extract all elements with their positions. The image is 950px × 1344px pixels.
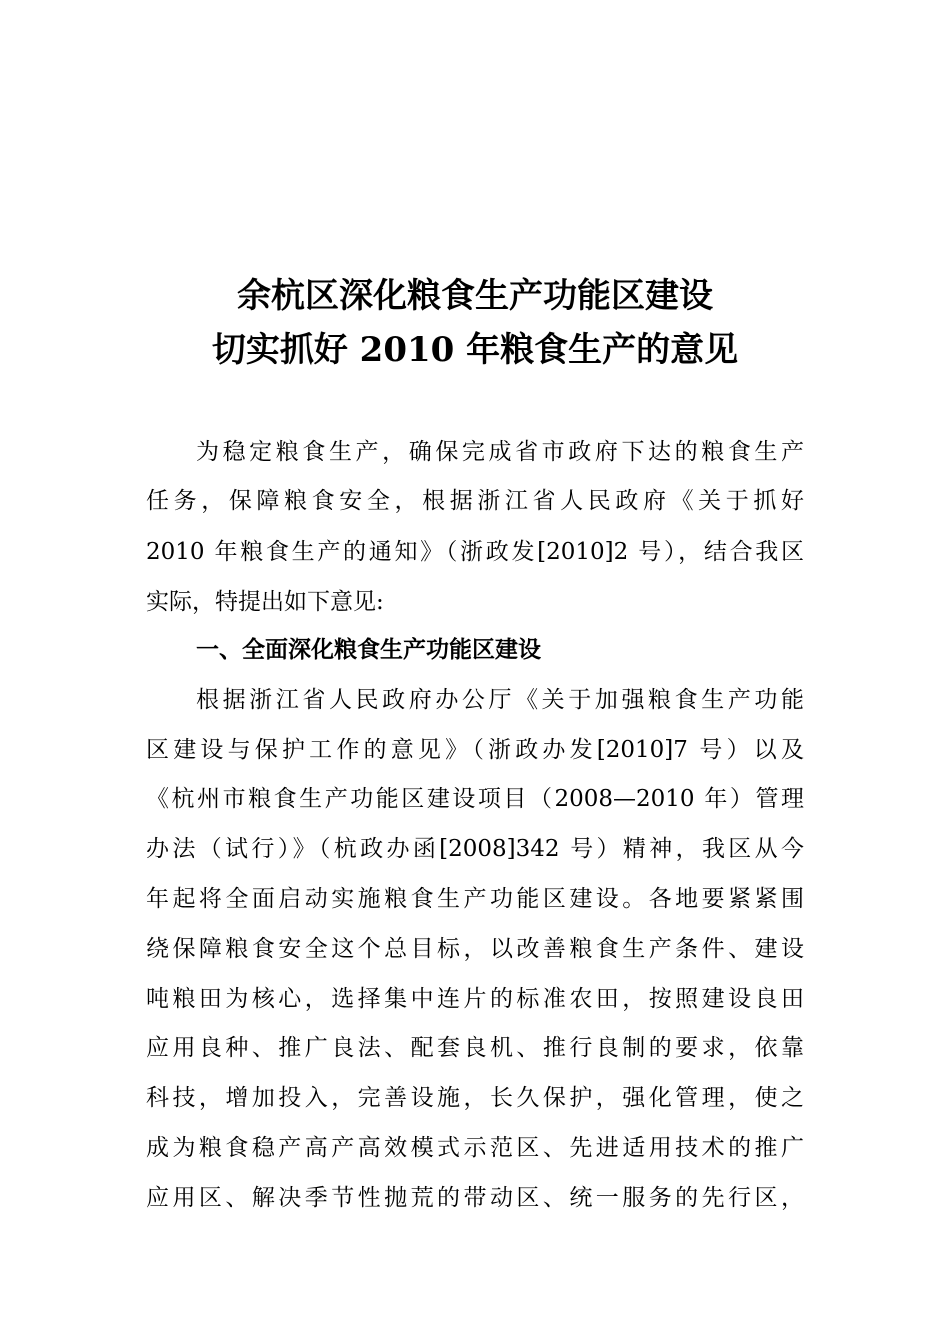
section-1-paragraph-line: 应用区、解决季节性抛荒的带动区、统一服务的先行区， [146,1185,804,1211]
document-title-line-1: 余杭区深化粮食生产功能区建设 [237,276,713,316]
section-1-paragraph-line: 年起将全面启动实施粮食生产功能区建设。各地要紧紧围 [146,886,804,912]
section-1-paragraph-line: 成为粮食稳产高产高效模式示范区、先进适用技术的推广 [146,1135,804,1161]
section-1-paragraph-line: 科技，增加投入，完善设施，长久保护，强化管理，使之 [146,1085,804,1111]
section-1-paragraph-line: 应用良种、推广良法、配套良机、推行良制的要求，依靠 [146,1035,804,1061]
section-1-paragraph-line: 《杭州市粮食生产功能区建设项目（2008—2010 年）管理 [146,786,804,812]
section-1-paragraph-line: 吨粮田为核心，选择集中连片的标准农田，按照建设良田 [146,986,804,1012]
document-title-line-2: 切实抓好 2010 年粮食生产的意见 [211,330,739,370]
section-1-heading: 一、全面深化粮食生产功能区建设 [196,637,541,663]
intro-paragraph-line: 2010 年粮食生产的通知》（浙政发[2010]2 号），结合我区 [146,539,804,565]
section-1-paragraph-line: 根据浙江省人民政府办公厅《关于加强粮食生产功能 [196,687,804,713]
intro-paragraph-line: 任务，保障粮食安全，根据浙江省人民政府《关于抓好 [146,488,804,514]
section-1-paragraph-line: 区建设与保护工作的意见》（浙政办发[2010]7 号）以及 [146,737,804,763]
intro-paragraph-line: 为稳定粮食生产，确保完成省市政府下达的粮食生产 [196,439,804,465]
intro-paragraph-line: 实际，特提出如下意见: [146,589,384,615]
section-1-paragraph-line: 绕保障粮食安全这个总目标，以改善粮食生产条件、建设 [146,936,804,962]
section-1-paragraph-line: 办法（试行）》（杭政办函[2008]342 号）精神，我区从今 [146,836,804,862]
